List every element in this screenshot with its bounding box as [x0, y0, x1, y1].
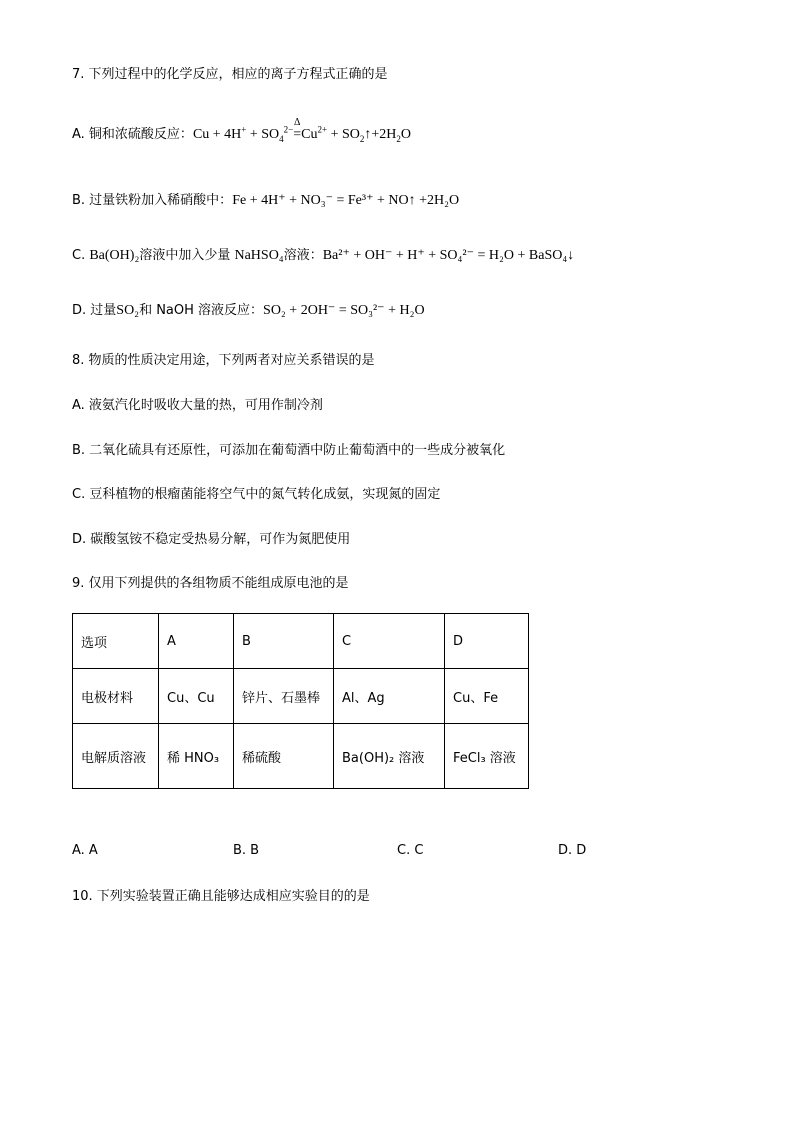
table-cell: 电解质溶液 — [73, 724, 159, 789]
q7-stem: 7. 下列过程中的化学反应，相应的离子方程式正确的是 — [72, 67, 388, 82]
q7-c-reagent2: NaHSO₄ — [234, 248, 284, 263]
q8-option-a: A. 液氨汽化时吸收大量的热，可用作制冷剂 — [72, 398, 323, 413]
table-cell: 锌片、石墨棒 — [234, 669, 334, 724]
q10-stem: 10. 下列实验装置正确且能够达成相应实验目的的是 — [72, 889, 370, 904]
table-cell: Cu、Cu — [159, 669, 234, 724]
q7-option-b — [72, 192, 459, 210]
q8-stem: 8. 物质的性质决定用途，下列两者对应关系错误的是 — [72, 353, 375, 368]
q7-b-equation: Fe + 4H⁺ + NO₃⁻ = Fe³⁺ + NO↑ +2H₂O — [232, 193, 460, 208]
table-cell: D — [445, 614, 529, 669]
q7-b-label: B. 过量铁粉加入稀硝酸中： — [72, 193, 233, 208]
table-cell: Ba(OH)₂ 溶液 — [334, 724, 445, 789]
q8-option-d: D. 碳酸氢铵不稳定受热易分解，可作为氮肥使用 — [72, 532, 351, 547]
q7-d-reagent: SO₂ — [116, 303, 140, 318]
table-cell: Al、Ag — [334, 669, 445, 724]
q9-answer-a: A. A — [72, 843, 98, 858]
table-row — [73, 614, 529, 669]
q9-answer-b: B. B — [233, 843, 260, 858]
table-cell: FeCl₃ 溶液 — [445, 724, 529, 789]
q7-c-reagent1: Ba(OH)₂ — [89, 248, 140, 263]
q7-d-equation: SO₂ + 2OH⁻ = SO₃²⁻ + H₂O — [263, 303, 425, 318]
table-row — [73, 724, 529, 789]
q7-a-equation: $Cu + 4H^+ + SO_4^{2-}$ Δ $=Cu^{2+}$ + $SO_2↑+2H_2O$ — [192, 117, 411, 144]
table-cell: A — [159, 614, 234, 669]
table-cell: 稀 HNO₃ — [159, 724, 234, 789]
q9-answer-c: C. C — [397, 843, 424, 858]
q7-option-a — [72, 117, 411, 144]
table-cell: 选项 — [73, 614, 159, 669]
q9-stem: 9. 仅用下列提供的各组物质不能组成原电池的是 — [72, 576, 349, 591]
q8-option-b: B. 二氧化硫具有还原性，可添加在葡萄酒中防止葡萄酒中的一些成分被氧化 — [72, 443, 506, 458]
q7-c-equation: Ba²⁺ + OH⁻ + H⁺ + SO₄²⁻ = H₂O + BaSO₄↓ — [322, 248, 575, 263]
q8-option-c: C. 豆科植物的根瘤菌能将空气中的氮气转化成氨，实现氮的固定 — [72, 487, 441, 502]
table-cell: B — [234, 614, 334, 669]
q7-a-label: A. 铜和浓硫酸反应： — [72, 127, 193, 142]
table-cell: 电极材料 — [73, 669, 159, 724]
table-cell: C — [334, 614, 445, 669]
q7-option-c: C. Ba(OH)₂溶液中加入少量 NaHSO₄溶液：Ba²⁺ + OH⁻ + H⁺ + SO₄²⁻ = H₂O + BaSO₄↓ — [72, 248, 575, 263]
table-row — [73, 669, 529, 724]
q9-answer-d: D. D — [558, 843, 587, 858]
table-cell: 稀硫酸 — [234, 724, 334, 789]
table-cell: Cu、Fe — [445, 669, 529, 724]
q7-option-d: D. 过量SO₂和 NaOH 溶液反应：SO₂ + 2OH⁻ = SO₃²⁻ + H₂O — [72, 303, 425, 318]
q9-table — [72, 613, 529, 789]
heating-condition: Δ = — [293, 117, 302, 142]
